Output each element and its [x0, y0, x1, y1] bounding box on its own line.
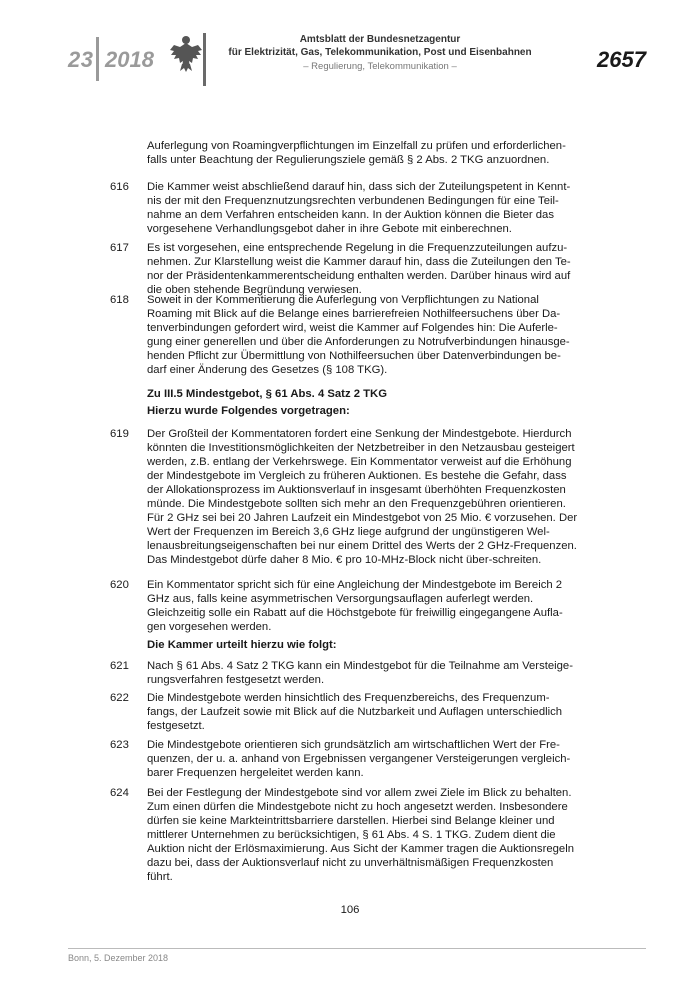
paragraph-number: 620 — [110, 579, 129, 591]
paragraph-number: 621 — [110, 660, 129, 672]
publication-section: – Regulierung, Telekommunikation – — [303, 61, 457, 72]
paragraph-617: Es ist vorgesehen, eine entsprechende Regelung in die Frequenzzuteilungen aufzu-nehmen. Zur Klarstellung weist die Kammer darauf hin, dass die Zuteilungen den Te-nor der Präsidentenkammerentscheidung enthalten werden. Darüber hinaus wird auf die oben stehende Begründung verwiesen. — [147, 242, 571, 296]
sub-heading: Hierzu wurde Folgendes vorgetragen: — [147, 405, 350, 417]
publication-title: Amtsblatt der Bundesnetzagentur für Elektrizität, Gas, Telekommunikation, Post und Eisenbahnen — [228, 34, 532, 58]
issue-year: 2018 — [105, 47, 154, 72]
paragraph-number: 619 — [110, 428, 129, 440]
paragraph-number: 622 — [110, 692, 129, 704]
issue-number: 23 — [68, 47, 94, 72]
sub-heading: Die Kammer urteilt hierzu wie folgt: — [147, 639, 337, 651]
paragraph-620: Ein Kommentator spricht sich für eine Angleichung der Mindestgebote im Bereich 2 GHz aus, falls keine asymmetrischen Versorgungsauflagen auferlegt werden. Gleichzeitig solle ein Rabatt auf die Höchstgebote für freiwillig eingegangene Aufla-gen vorgesehen werden. — [147, 579, 563, 633]
paragraph-621: Nach § 61 Abs. 4 Satz 2 TKG kann ein Mindestgebot für die Teilnahme am Versteige-rungsverfahren festgesetzt werden. — [147, 660, 573, 686]
page-number: 2657 — [597, 47, 646, 72]
intro-paragraph: Auferlegung von Roamingverpflichtungen im Einzelfall zu prüfen und erforderlichen-falls unter Beachtung der Regulierungsziele gemäß § 2 Abs. 2 TKG anzuordnen. — [147, 140, 566, 166]
footer-place-date: Bonn, 5. Dezember 2018 — [68, 953, 169, 963]
issue-divider — [96, 37, 99, 81]
paragraph-number: 624 — [110, 787, 129, 799]
paragraph-622: Die Mindestgebote werden hinsichtlich des Frequenzbereichs, des Frequenzum-fangs, der Laufzeit sowie mit Blick auf die Nutzbarkeit und Auflagen unterschiedlich festgesetzt. — [147, 692, 563, 732]
paragraph-624: Bei der Festlegung der Mindestgebote sind vor allem zwei Ziele im Blick zu behalten. Zum einen dürfen die Mindestgebote nicht zu hoch angesetzt werden. Insbesondere dürfen sie keine Markteintrittsbarriere darstellen. Hierbei sind Belange kleiner und mittlerer Unternehmen zu berücksichtigen, § 61 Abs. 4 S. 1 TKG. Zudem dient die Auktion nicht der Erlösmaximierung. Aus Sicht der Kammer tragen die Auktionsregeln dazu bei, dass der Auktionsverlauf nicht zu unverhältnismäßigen Frequenzkosten führt. — [147, 787, 574, 883]
paragraph-623: Die Mindestgebote orientieren sich grundsätzlich am wirtschaftlichen Wert der Fre-quenzen, der u. a. anhand von Ergebnissen vergangener Versteigerungen vergleich-barer Frequenzen hergeleitet werden kann. — [147, 739, 571, 779]
paragraph-number: 617 — [110, 242, 129, 254]
section-heading: Zu III.5 Mindestgebot, § 61 Abs. 4 Satz 2 TKG — [147, 388, 387, 400]
paragraph-number: 623 — [110, 739, 129, 751]
folio-number: 106 — [340, 904, 360, 916]
paragraph-619: Der Großteil der Kommentatoren fordert eine Senkung der Mindestgebote. Hierdurch könnten die Investitionsmöglichkeiten der Netzbetreiber in den Netzausbau gesteigert werden, z.B. entlang der Verkehrswege. Ein Kommentator verweist auf die Erhöhung der Mindestgebote im Vergleich zu früheren Auktionen. Es bestehe die Gefahr, dass der Allokationsprozess im Auktionsverlauf in insgesamt überhöhten Frequenzkosten münde. Die Mindestgebote sollten sich mehr an den Frequenzgebühren orientieren. Für 2 GHz sei bei 20 Jahren Laufzeit ein Mindestgebot von 25 Mio. € vorzusehen. Der Wert der Frequenzen im Bereich 3,6 GHz liege aufgrund der ungünstigeren Wel-lenausbreitungseigenschaften bei nur einem Drittel des Werts der 2 GHz-Frequenzen. Das Mindestgebot dürfe daher 8 Mio. € pro 10-MHz-Block nicht über-schreiten. — [147, 428, 578, 566]
header-divider — [203, 33, 206, 86]
paragraph-number: 618 — [110, 294, 129, 306]
paragraph-number: 616 — [110, 181, 129, 193]
federal-eagle-icon — [168, 33, 204, 73]
paragraph-616: Die Kammer weist abschließend darauf hin, dass sich der Zuteilungspetent in Kennt-nis der mit den Frequenznutzungsrechten verbundenen Bedingungen für eine Teil-nahme an dem Verfahren entscheiden kann. In der Auktion können die Bieter das vorgesehene Verhandlungsgebot daher in ihre Gebote mit einberechnen. — [147, 181, 571, 235]
footer-rule — [68, 948, 646, 949]
paragraph-618: Soweit in der Kommentierung die Auferlegung von Verpflichtungen zu National Roaming mit Blick auf die Belange eines barrierefreien Nothilfeersuchens über Da-tenverbindungen gefordert wird, weist die Kammer auf Folgendes hin: Die Auferle-gung einer generellen und über die Anforderungen zu Notrufverbindungen hinausge-henden Pflicht zur Übermittlung von Nothilfeersuchen über Datenverbindungen be-darf einer Änderung des Gesetzes (§ 108 TKG). — [147, 294, 570, 376]
